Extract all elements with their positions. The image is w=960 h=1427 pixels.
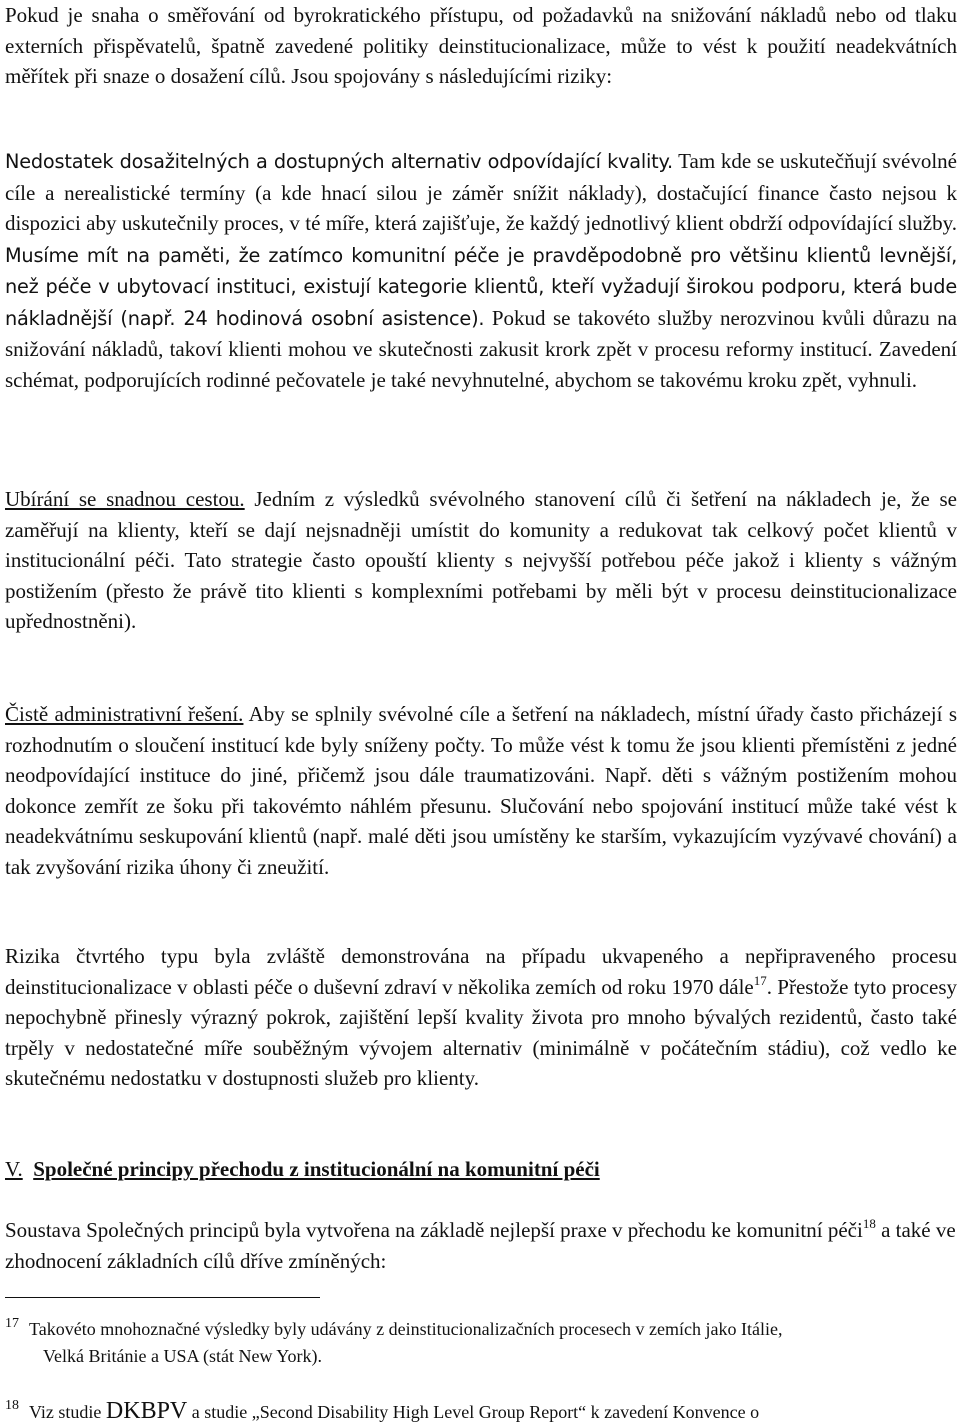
risk-administrative-lead: Čistě administrativní řešení. <box>5 702 244 726</box>
footnote-17-number: 17 <box>5 1316 19 1331</box>
paragraph-risk-easy-path <box>5 484 957 637</box>
footnote-separator <box>5 1297 320 1298</box>
risk-easy-path-text: Jedním z výsledků svévolného stanovení cílů či šetření na nákladech je, že se zaměřují na klienty, kteří se dají nejsnadněji umístit do komunity a redukovat tak celkový počet klientů v institucionální péči. Tato strategie často opouští klienty s nejvyšší potřebou péče jakož i klienty s vážným postižením (přesto že právě tito klienti s komplexními potřebami by měli být v procesu deinstitucionalizace upřednostněni). <box>5 487 957 633</box>
risk-alternatives-lead: Nedostatek dosažitelných a dostupných alternativ odpovídající kvality. <box>5 150 673 173</box>
section-heading <box>5 1154 600 1184</box>
footnote-ref-18[interactable]: 18 <box>862 1216 876 1231</box>
section-title: Společné principy přechodu z institucionální na komunitní péči <box>33 1157 600 1181</box>
footnote-ref-17[interactable]: 17 <box>753 972 767 988</box>
common-principles-text-b: a také ve zhodnocení základních cílů dříve zmíněných: <box>5 1218 956 1273</box>
risk-administrative-text: Aby se splnily svévolné cíle a šetření na nákladech, místní úřady často přicházejí s rozhodnutím o sloučení institucí kde byly sníženy počty. To může vést k tomu že jsou klienti přemístěni z jedné neodpovídající instituce do jiné, přičemž jsou dále traumatizováni. Např. děti s vážným postižením mohou dokonce zemřít ze šoku při takovémto náhlém přesunu. Slučování nebo spojování institucí může také vést k neadekvátnímu seskupování klientů (např. malé děti jsou umístěny ke starším, vykazujícím vyzývavé chování) a tak zvyšování rizika úhony či zneužití. <box>5 702 957 879</box>
fourth-risk-text-b: . Přestože tyto procesy nepochybně přinesly výrazný pokrok, zajištění lepší kvality života pro mnoho bývalých rezidentů, často také trpěly v nedostatečné míře souběžným vývojem alternativ (minimálně v počátečním stádiu), což vedlo ke skutečnému nedostatku v dostupnosti služeb pro klienty. <box>5 974 957 1090</box>
paragraph-intro: Pokud je snaha o směřování od byrokratického přístupu, od požadavků na snižování nákladů nebo od tlaku externích přispěvatelů, špatně zavedené politiky deinstitucionalizace, může to vést k použití neadekvátních měřítek při snaze o dosažení cílů. Jsou spojovány s následujícími riziky: <box>5 3 957 88</box>
risk-alternatives-s3: Pokud se takovéto služby nerozvinou kvůli důrazu na snižování nákladů, takoví klienti mohou ve skutečnosti zakusit krork zpět v procesu reformy institucí. Zavedení schémat, podporujících rodinné pečovatele je také nevyhnutelné, abychom se takovému kroku zpět, vyhnuli. <box>5 305 957 392</box>
footnote-17-line1: Takovéto mnohoznačné výsledky byly udávány z deinstitucionalizačních procesech v zemích jako Itálie, <box>29 1319 783 1339</box>
footnote-18-pre: Viz studie <box>29 1402 106 1422</box>
footnote-18-number: 18 <box>5 1398 19 1413</box>
paragraph-risk-administrative <box>5 699 957 882</box>
footnote-18-text <box>5 1398 957 1426</box>
footnote-17-line2: Velká Británie a USA (stát New York). <box>43 1346 322 1366</box>
risk-alternatives-s1: Tam kde se uskutečňují svévolné cíle a nerealistické termíny (a kde hnací silou je záměr snížit náklady), dostačující finance často nejsou k dispozici aby uskutečnily proces, v té míře, která zajišťuje, že každý jednotlivý klient obdrží odpovídající služby. <box>5 149 957 235</box>
footnote-18-acronym: DKBPV <box>105 1398 188 1424</box>
risk-easy-path-lead: Ubírání se snadnou cestou. <box>5 487 245 511</box>
risk-alternatives-s2: Musíme mít na paměti, že zatímco komunitní péče je pravděpodobně pro většinu klientů levnější, než péče v ubytovací instituci, existují kategorie klientů, kteří vyžadují širokou podporu, která bude nákladnější (např. 24 hodinová osobní asistence). <box>5 243 957 330</box>
fourth-risk-text-a: Rizika čtvrtého typu byla zvláště demonstrována na případu ukvapeného a nepřipraveného procesu deinstitucionalizace v oblasti péče o duševní zdraví v několika zemích od roku 1970 dále <box>5 944 957 999</box>
paragraph-risk-alternatives <box>5 146 957 395</box>
footnote-17 <box>5 1316 957 1370</box>
paragraph-fourth-risk <box>5 941 957 1094</box>
common-principles-text-a: Soustava Společných principů byla vytvořena na základě nejlepší praxe v přechodu ke komunitní péči <box>5 1218 863 1242</box>
paragraph-common-principles <box>5 1215 957 1276</box>
footnote-18-post: a studie „Second Disability High Level Group Report“ k zavedení Konvence o <box>187 1402 760 1422</box>
footnote-18 <box>5 1398 957 1426</box>
section-number: V. <box>5 1157 23 1181</box>
